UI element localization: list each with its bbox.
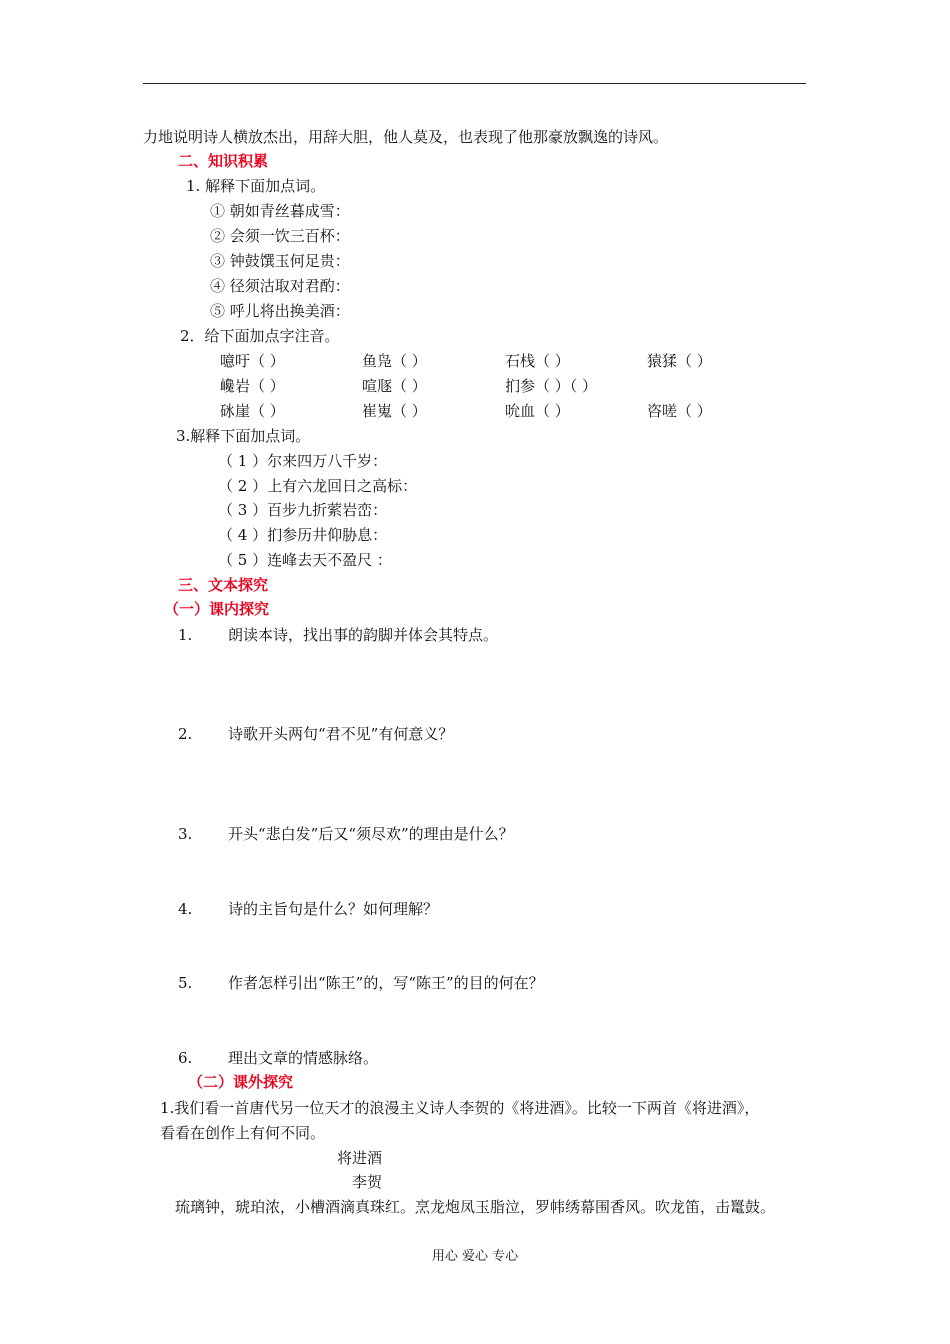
section2-heading: 二、知识积累 [178, 152, 269, 170]
question-text: 作者怎样引出“陈王”的，写“陈王”的目的何在？ [228, 974, 544, 992]
question-number: 1. [178, 626, 193, 644]
pinyin-cell: 石栈（ ） [505, 352, 570, 370]
section3-heading: 三、文本探究 [178, 576, 269, 594]
q1-item: ③ 钟鼓馔玉何足贵： [210, 252, 350, 270]
page-footer: 用心 爱心 专心 [431, 1249, 519, 1264]
extra-question-line: 看看在创作上有何不同。 [160, 1124, 326, 1142]
question-text: 诗的主旨句是什么？如何理解？ [228, 900, 439, 918]
q3-title: 3.解释下面加点词。 [176, 427, 311, 445]
question-number: 2. [178, 725, 193, 743]
extra-question-line: 1.我们看一首唐代另一位天才的浪漫主义诗人李贺的《将进酒》。比较一下两首《将进酒》， [160, 1099, 760, 1117]
pinyin-cell: 咨嗟（ ） [647, 402, 712, 420]
poem-author: 李贺 [352, 1173, 383, 1191]
q2-title: 2．给下面加点字注音。 [180, 327, 340, 345]
question-number: 3. [178, 825, 193, 843]
sub2-heading: （二）课外探究 [188, 1073, 294, 1091]
q1-item: ① 朝如青丝暮成雪： [210, 202, 350, 220]
pinyin-cell: 喧豗（ ） [362, 377, 427, 395]
q1-item: ⑤ 呼儿将出换美酒： [210, 302, 350, 320]
poem-line: 琉璃钟，琥珀浓，小槽酒滴真珠红。烹龙炮凤玉脂泣，罗帏绣幕围香风。吹龙笛，击鼍鼓。 [175, 1198, 776, 1216]
pinyin-cell: 噫吁（ ） [220, 352, 285, 370]
q3-item: （ 2 ）上有六龙回日之高标： [218, 477, 418, 495]
question-number: 5. [178, 974, 193, 992]
question-text: 朗读本诗，找出事的韵脚并体会其特点。 [228, 626, 499, 644]
question-number: 6. [178, 1049, 193, 1067]
q1-item: ② 会须一饮三百杯： [210, 227, 350, 245]
pinyin-cell: 猿猱（ ） [647, 352, 712, 370]
question-text: 诗歌开头两句“君不见”有何意义？ [228, 725, 454, 743]
q3-item: （ 4 ）扪参历井仰胁息： [218, 526, 388, 544]
q3-item: （ 3 ）百步九折萦岩峦： [218, 501, 388, 519]
header-rule [143, 83, 806, 84]
pinyin-cell: 砯崖（ ） [220, 402, 285, 420]
question-text: 开头“悲白发”后又“须尽欢”的理由是什么？ [228, 825, 514, 843]
pinyin-cell: 鱼凫（ ） [362, 352, 427, 370]
pinyin-cell: 扪参（ ）（ ） [505, 377, 598, 395]
question-text: 理出文章的情感脉络。 [228, 1049, 379, 1067]
intro-tail-text: 力地说明诗人横放杰出，用辞大胆，他人莫及，也表现了他那豪放飘逸的诗风。 [143, 128, 669, 146]
pinyin-cell: 巉岩（ ） [220, 377, 285, 395]
sub1-heading: （一）课内探究 [164, 600, 270, 618]
q1-item: ④ 径须沽取对君酌： [210, 277, 350, 295]
pinyin-cell: 崔嵬（ ） [362, 402, 427, 420]
pinyin-cell: 吮血（ ） [505, 402, 570, 420]
q3-item: （ 5 ）连峰去天不盈尺 ： [218, 551, 392, 569]
q3-item: （ 1 ）尔来四万八千岁： [218, 452, 388, 470]
poem-title: 将进酒 [337, 1149, 383, 1167]
question-number: 4. [178, 900, 193, 918]
q1-title: 1. 解释下面加点词。 [186, 177, 326, 195]
